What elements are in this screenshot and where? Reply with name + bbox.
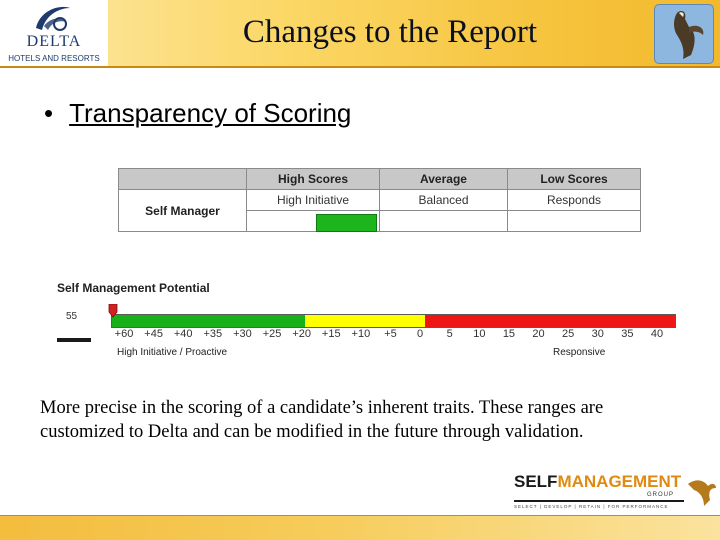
scale-tick-label: +60 [114,328,134,340]
scale-segment-average [305,315,425,327]
header-high-scores: High Scores [247,169,380,190]
delta-logo-subtitle: HOTELS AND RESORTS [8,54,100,63]
gauge-value: 55 [66,311,78,322]
scale-tick-label: +40 [173,328,193,340]
bullet-item [44,98,351,129]
eagle-logo [654,4,714,64]
delta-logo [0,0,108,66]
self-management-logo [514,472,682,509]
scale-tick-label: +25 [262,328,282,340]
bullet-dot-icon: • [44,98,54,128]
scale-left-label: High Initiative / Proactive [117,347,228,358]
header-low-scores: Low Scores [508,169,641,190]
scale-tick-label: 10 [473,328,486,340]
scale-tick-label: 40 [650,328,664,340]
score-cell-low [508,211,641,232]
footer-band [0,516,720,540]
logo-word-self: SELF [514,472,558,491]
scale-tick-label: +45 [144,328,163,340]
description-paragraph: More precise in the scoring of a candidate’s inherent traits. These ranges are customized to Delta and can be modified in the future through validation. [40,398,604,442]
score-highlight-bar [316,214,377,232]
logo-tagline: SELECT | DEVELOP | RETAIN | FOR PERFORMANCE [514,504,669,509]
scale-tick-label: +20 [292,328,311,340]
logo-word-management: MANAGEMENT [557,472,682,491]
header-divider [0,66,720,68]
scale-tick-label: 25 [562,328,575,340]
scale-right-label: Responsive [553,347,606,358]
scale-tick-label: +30 [233,328,252,340]
scale-tick-label: +5 [384,328,397,340]
delta-swoosh-icon [30,2,76,34]
scale-segment-high [112,315,305,327]
table-corner-cell [119,169,247,190]
subheader-balanced: Balanced [380,190,508,211]
delta-logo-word: DELTA [26,33,82,50]
logo-rule [514,500,684,502]
row-label-self-manager: Self Manager [119,190,247,232]
scale-tick-label: 35 [621,328,634,340]
subheader-responds: Responds [508,190,641,211]
self-management-wordmark [514,472,681,492]
score-marker-icon [108,304,118,318]
score-cell-average [380,211,508,232]
gauge-legend-dash [57,338,91,342]
bullet-text: Transparency of Scoring [69,98,352,128]
eagle-mark-icon [686,474,718,508]
scoring-table [118,168,641,232]
eagle-icon [655,5,713,63]
scale-tick-label: 0 [417,328,424,340]
scale-tick-label: 30 [591,328,604,340]
header-average: Average [380,169,508,190]
scale-tick-label: +35 [203,328,223,340]
logo-word-group: GROUP [647,492,675,498]
scale-bar [111,314,676,328]
slide-title: Changes to the Report [242,14,538,50]
scale-tick-label: 5 [446,328,453,340]
scale-tick-label: 15 [502,328,516,340]
scale-tick-label: +15 [321,328,341,340]
scale-tick-label: 20 [532,328,545,340]
gauge-title: Self Management Potential [57,281,210,295]
scale-tick-label: +10 [351,328,371,340]
scale-segment-low [425,315,675,327]
subheader-high-initiative: High Initiative [247,190,380,211]
